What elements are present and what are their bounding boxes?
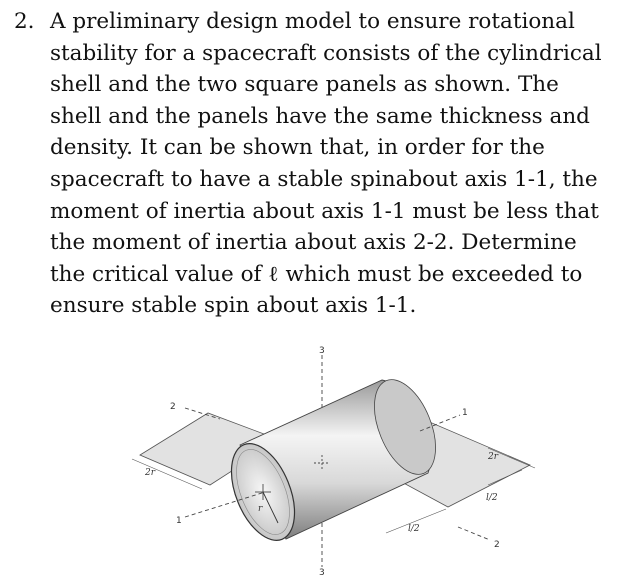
dim-l2-bottom-label: l/2 bbox=[408, 524, 420, 534]
axis2-right-label: 2 bbox=[494, 540, 500, 550]
problem-line: stability for a spacecraft consists of the cylindrical bbox=[50, 40, 602, 66]
axis2-left-label: 2 bbox=[170, 402, 176, 412]
problem-number: 2. bbox=[14, 9, 35, 34]
axis3-top-label: 3 bbox=[319, 346, 325, 356]
radius-label: r bbox=[258, 504, 263, 514]
problem-statement bbox=[14, 6, 614, 322]
problem-line: shell and the panels have the same thickness and bbox=[50, 103, 590, 129]
dim-2r-right-label: 2r bbox=[488, 452, 499, 462]
dim-2r-left-label: 2r bbox=[145, 468, 156, 478]
problem-line: the moment of inertia about axis 2-2. Determine bbox=[50, 230, 577, 256]
problem-line: density. It can be shown that, in order for the bbox=[50, 135, 545, 161]
axis-2-line-right bbox=[458, 527, 490, 540]
problem-line: A preliminary design model to ensure rotational bbox=[50, 9, 575, 34]
problem-line: moment of inertia about axis 1-1 must be less that bbox=[50, 198, 599, 224]
problem-line: the critical value of ℓ which must be exceeded to bbox=[50, 261, 583, 287]
problem-line: spacecraft to have a stable spinabout axis 1-1, the bbox=[50, 166, 598, 192]
problem-line: ensure stable spin about axis 1-1. bbox=[50, 293, 417, 319]
problem-text bbox=[50, 6, 614, 322]
problem-line: shell and the two square panels as shown. The bbox=[50, 72, 559, 98]
axis1-left-label: 1 bbox=[176, 516, 182, 526]
axis3-bottom-label: 3 bbox=[319, 568, 325, 578]
axis1-right-label: 1 bbox=[462, 408, 468, 418]
spacecraft-diagram bbox=[90, 335, 550, 580]
dim-l2-right-label: l/2 bbox=[486, 493, 498, 503]
spacecraft-figure bbox=[90, 335, 550, 580]
